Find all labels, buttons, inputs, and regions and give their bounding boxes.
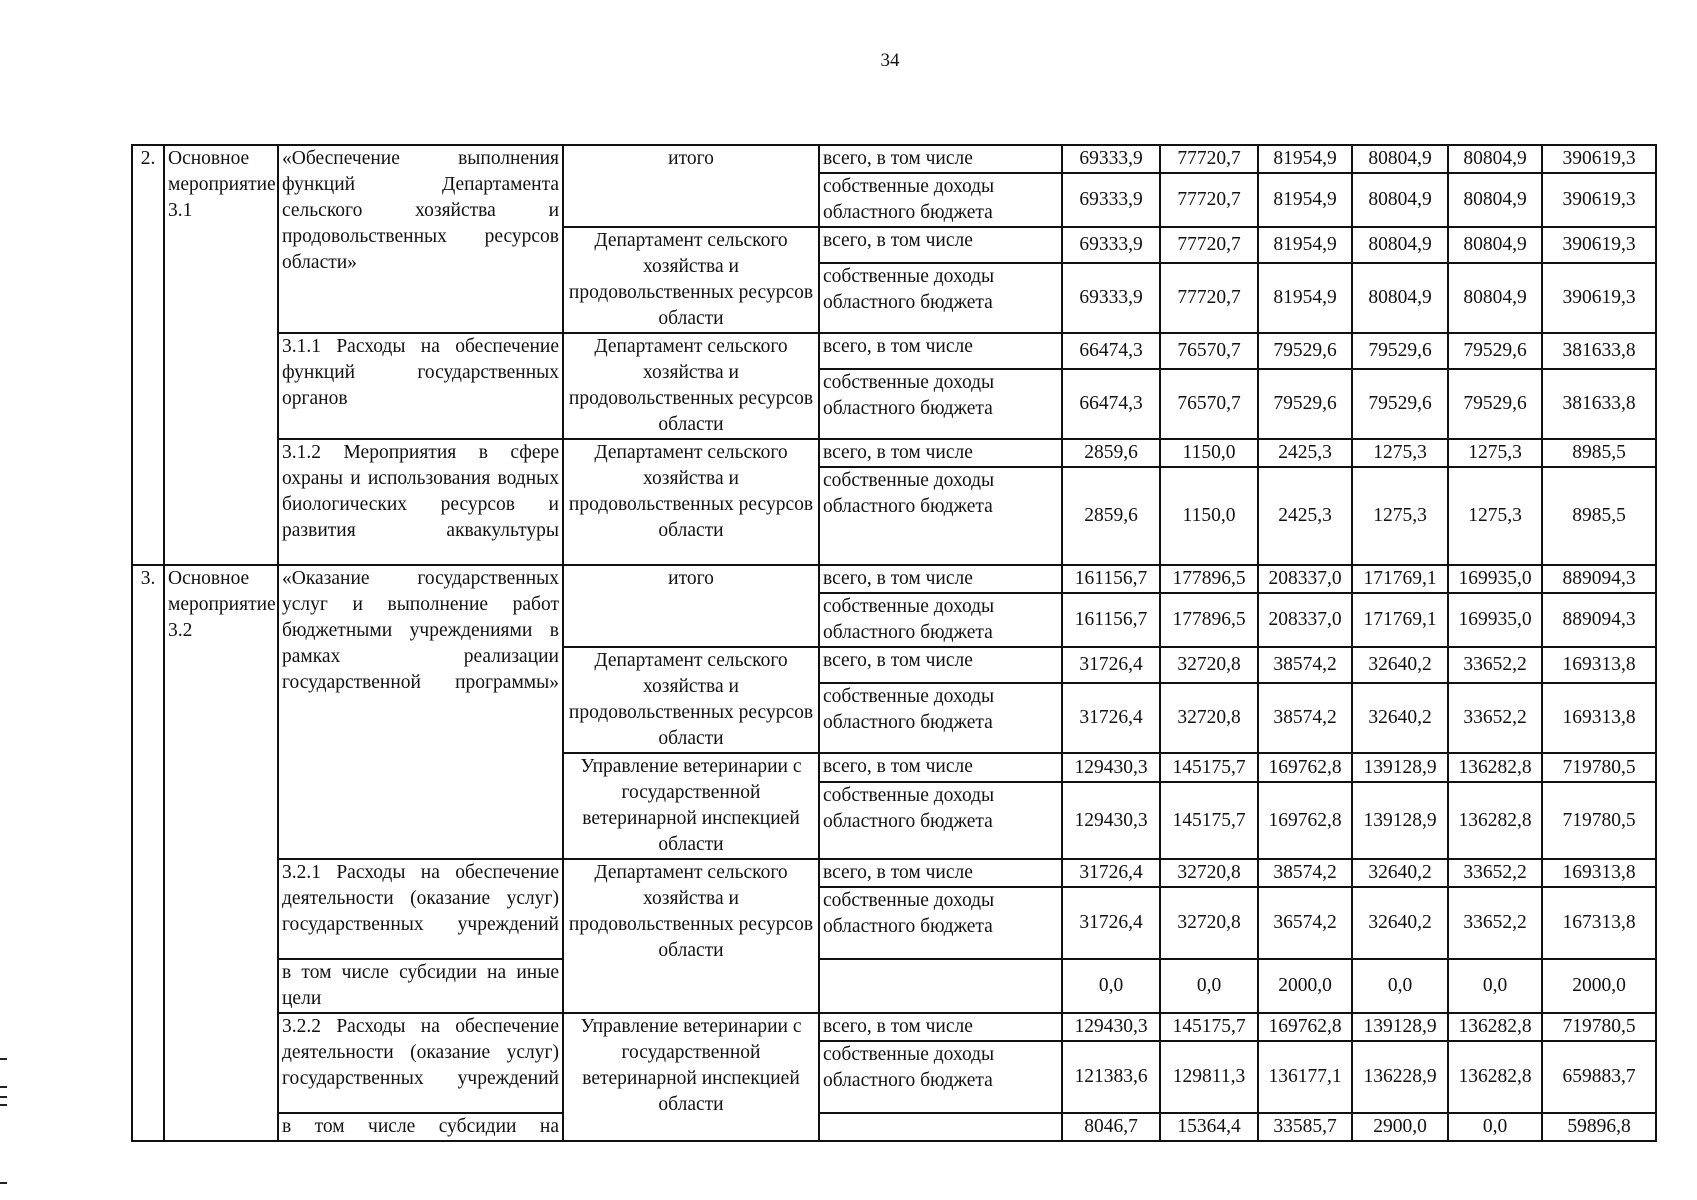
table-row — [132, 333, 1656, 369]
value-cell: 69333,9 — [1062, 263, 1160, 333]
value-cell: 208337,0 — [1258, 565, 1352, 593]
value-cell: 169935,0 — [1448, 565, 1542, 593]
value-cell: 719780,5 — [1542, 1013, 1656, 1041]
table-row — [132, 1013, 1656, 1041]
funding-source-cell: всего, в том числе — [819, 227, 1062, 263]
value-cell: 77720,7 — [1160, 173, 1258, 227]
value-cell: 79529,6 — [1258, 333, 1352, 369]
item-name-cell: 3.1.2 Мероприятия в сфере охраны и использования водных биологических ресурсов и развития аквакультуры — [278, 439, 563, 565]
value-cell: 0,0 — [1062, 959, 1160, 1013]
value-cell: 0,0 — [1448, 959, 1542, 1013]
value-cell: 1275,3 — [1352, 439, 1448, 467]
funding-source-cell: собственные доходы областного бюджета — [819, 1041, 1062, 1113]
value-cell: 139128,9 — [1352, 1013, 1448, 1041]
value-cell: 80804,9 — [1352, 173, 1448, 227]
budget-table — [131, 144, 1657, 1142]
funding-source-cell: собственные доходы областного бюджета — [819, 467, 1062, 565]
value-cell: 169762,8 — [1258, 782, 1352, 859]
value-cell: 0,0 — [1448, 1113, 1542, 1141]
value-cell: 889094,3 — [1542, 565, 1656, 593]
value-cell: 136228,9 — [1352, 1041, 1448, 1113]
executor-cell: Департамент сельского хозяйства и продовольственных ресурсов области — [563, 647, 819, 753]
margin-mark — [0, 1182, 7, 1184]
value-cell: 177896,5 — [1160, 593, 1258, 647]
value-cell: 136282,8 — [1448, 753, 1542, 782]
executor-cell: итого — [563, 145, 819, 227]
funding-source-cell: всего, в том числе — [819, 565, 1062, 593]
executor-cell: Управление ветеринарии с государственной ветеринарной инспекцией области — [563, 753, 819, 859]
value-cell: 145175,7 — [1160, 753, 1258, 782]
value-cell: 121383,6 — [1062, 1041, 1160, 1113]
value-cell: 38574,2 — [1258, 647, 1352, 683]
value-cell: 33585,7 — [1258, 1113, 1352, 1141]
value-cell: 59896,8 — [1542, 1113, 1656, 1141]
value-cell: 80804,9 — [1448, 145, 1542, 173]
value-cell: 2425,3 — [1258, 467, 1352, 565]
value-cell: 2859,6 — [1062, 439, 1160, 467]
value-cell: 381633,8 — [1542, 369, 1656, 439]
executor-cell: Департамент сельского хозяйства и продовольственных ресурсов области — [563, 439, 819, 565]
table-row — [132, 1113, 1656, 1141]
value-cell: 79529,6 — [1352, 333, 1448, 369]
value-cell: 136282,8 — [1448, 1041, 1542, 1113]
executor-cell: Департамент сельского хозяйства и продовольственных ресурсов области — [563, 859, 819, 1013]
value-cell: 129430,3 — [1062, 753, 1160, 782]
value-cell: 38574,2 — [1258, 859, 1352, 887]
value-cell: 8046,7 — [1062, 1113, 1160, 1141]
row-number-cell: 2. — [132, 145, 164, 565]
value-cell: 719780,5 — [1542, 782, 1656, 859]
value-cell: 31726,4 — [1062, 683, 1160, 753]
value-cell: 136177,1 — [1258, 1041, 1352, 1113]
value-cell: 2000,0 — [1258, 959, 1352, 1013]
value-cell: 390619,3 — [1542, 145, 1656, 173]
value-cell: 79529,6 — [1258, 369, 1352, 439]
value-cell: 145175,7 — [1160, 782, 1258, 859]
funding-source-cell: собственные доходы областного бюджета — [819, 593, 1062, 647]
value-cell: 81954,9 — [1258, 227, 1352, 263]
item-name-cell: «Оказание государственных услуг и выполнение работ бюджетными учреждениями в рамках реализации государственной программы» — [278, 565, 563, 859]
margin-mark — [0, 1086, 7, 1088]
value-cell: 33652,2 — [1448, 683, 1542, 753]
page-number: 34 — [880, 50, 900, 71]
funding-source-cell: всего, в том числе — [819, 859, 1062, 887]
value-cell: 81954,9 — [1258, 145, 1352, 173]
value-cell: 719780,5 — [1542, 753, 1656, 782]
value-cell: 79529,6 — [1448, 369, 1542, 439]
item-name-cell: 3.2.2 Расходы на обеспечение деятельности (оказание услуг) государственных учреждений — [278, 1013, 563, 1113]
table-row — [132, 565, 1656, 593]
funding-source-cell: всего, в том числе — [819, 753, 1062, 782]
value-cell: 169313,8 — [1542, 647, 1656, 683]
value-cell: 177896,5 — [1160, 565, 1258, 593]
value-cell: 171769,1 — [1352, 565, 1448, 593]
value-cell: 381633,8 — [1542, 333, 1656, 369]
value-cell: 77720,7 — [1160, 263, 1258, 333]
value-cell: 76570,7 — [1160, 333, 1258, 369]
value-cell: 69333,9 — [1062, 145, 1160, 173]
value-cell: 2425,3 — [1258, 439, 1352, 467]
table-row — [132, 439, 1656, 467]
value-cell: 390619,3 — [1542, 173, 1656, 227]
value-cell: 80804,9 — [1448, 173, 1542, 227]
item-name-cell: 3.1.1 Расходы на обеспечение функций государственных органов — [278, 333, 563, 439]
value-cell: 2859,6 — [1062, 467, 1160, 565]
value-cell: 0,0 — [1160, 959, 1258, 1013]
value-cell: 32720,8 — [1160, 859, 1258, 887]
value-cell: 38574,2 — [1258, 683, 1352, 753]
executor-cell: Департамент сельского хозяйства и продовольственных ресурсов области — [563, 227, 819, 333]
value-cell: 69333,9 — [1062, 173, 1160, 227]
value-cell: 79529,6 — [1352, 369, 1448, 439]
value-cell: 8985,5 — [1542, 439, 1656, 467]
margin-mark — [0, 1104, 7, 1106]
value-cell: 80804,9 — [1352, 263, 1448, 333]
item-name-cell: 3.2.1 Расходы на обеспечение деятельности (оказание услуг) государственных учреждений — [278, 859, 563, 959]
value-cell: 15364,4 — [1160, 1113, 1258, 1141]
value-cell: 80804,9 — [1352, 227, 1448, 263]
value-cell: 77720,7 — [1160, 227, 1258, 263]
table-row — [132, 859, 1656, 887]
value-cell: 76570,7 — [1160, 369, 1258, 439]
value-cell: 32640,2 — [1352, 887, 1448, 959]
funding-source-cell — [819, 1113, 1062, 1141]
value-cell: 79529,6 — [1448, 333, 1542, 369]
value-cell: 32640,2 — [1352, 647, 1448, 683]
funding-source-cell: всего, в том числе — [819, 333, 1062, 369]
value-cell: 33652,2 — [1448, 859, 1542, 887]
value-cell: 390619,3 — [1542, 263, 1656, 333]
funding-source-cell: всего, в том числе — [819, 647, 1062, 683]
funding-source-cell: собственные доходы областного бюджета — [819, 263, 1062, 333]
item-name-cell: «Обеспечение выполнения функций Департамента сельского хозяйства и продовольственных ресурсов области» — [278, 145, 563, 333]
funding-source-cell: всего, в том числе — [819, 439, 1062, 467]
funding-source-cell — [819, 959, 1062, 1013]
value-cell: 33652,2 — [1448, 647, 1542, 683]
funding-source-cell: собственные доходы областного бюджета — [819, 683, 1062, 753]
value-cell: 81954,9 — [1258, 263, 1352, 333]
activity-name-cell: Основное мероприятие 3.1 — [164, 145, 278, 565]
value-cell: 80804,9 — [1352, 145, 1448, 173]
value-cell: 1275,3 — [1448, 439, 1542, 467]
value-cell: 1275,3 — [1352, 467, 1448, 565]
executor-cell: Департамент сельского хозяйства и продовольственных ресурсов области — [563, 333, 819, 439]
activity-name-cell: Основное мероприятие 3.2 — [164, 565, 278, 1141]
funding-source-cell: собственные доходы областного бюджета — [819, 369, 1062, 439]
value-cell: 169762,8 — [1258, 753, 1352, 782]
value-cell: 33652,2 — [1448, 887, 1542, 959]
value-cell: 129430,3 — [1062, 1013, 1160, 1041]
value-cell: 169313,8 — [1542, 859, 1656, 887]
value-cell: 31726,4 — [1062, 887, 1160, 959]
table-row — [132, 145, 1656, 173]
funding-source-cell: всего, в том числе — [819, 145, 1062, 173]
executor-cell: итого — [563, 565, 819, 647]
value-cell: 169313,8 — [1542, 683, 1656, 753]
funding-source-cell: всего, в том числе — [819, 1013, 1062, 1041]
value-cell: 129811,3 — [1160, 1041, 1258, 1113]
value-cell: 208337,0 — [1258, 593, 1352, 647]
margin-mark — [0, 1058, 7, 1060]
sub-item-cell: в том числе субсидии на — [278, 1113, 563, 1141]
value-cell: 31726,4 — [1062, 647, 1160, 683]
table-row — [132, 959, 1656, 1013]
value-cell: 77720,7 — [1160, 145, 1258, 173]
value-cell: 0,0 — [1352, 959, 1448, 1013]
value-cell: 32720,8 — [1160, 887, 1258, 959]
value-cell: 32640,2 — [1352, 683, 1448, 753]
value-cell: 80804,9 — [1448, 263, 1542, 333]
funding-source-cell: собственные доходы областного бюджета — [819, 782, 1062, 859]
executor-cell: Управление ветеринарии с государственной ветеринарной инспекцией области — [563, 1013, 819, 1141]
value-cell: 169935,0 — [1448, 593, 1542, 647]
value-cell: 1150,0 — [1160, 467, 1258, 565]
value-cell: 32720,8 — [1160, 647, 1258, 683]
value-cell: 66474,3 — [1062, 333, 1160, 369]
value-cell: 171769,1 — [1352, 593, 1448, 647]
value-cell: 136282,8 — [1448, 782, 1542, 859]
value-cell: 161156,7 — [1062, 565, 1160, 593]
value-cell: 1150,0 — [1160, 439, 1258, 467]
value-cell: 659883,7 — [1542, 1041, 1656, 1113]
value-cell: 139128,9 — [1352, 753, 1448, 782]
funding-source-cell: собственные доходы областного бюджета — [819, 887, 1062, 959]
value-cell: 167313,8 — [1542, 887, 1656, 959]
value-cell: 31726,4 — [1062, 859, 1160, 887]
value-cell: 69333,9 — [1062, 227, 1160, 263]
row-number-cell: 3. — [132, 565, 164, 1141]
margin-mark — [0, 1096, 7, 1098]
value-cell: 129430,3 — [1062, 782, 1160, 859]
value-cell: 139128,9 — [1352, 782, 1448, 859]
value-cell: 1275,3 — [1448, 467, 1542, 565]
value-cell: 169762,8 — [1258, 1013, 1352, 1041]
value-cell: 390619,3 — [1542, 227, 1656, 263]
sub-item-cell: в том числе субсидии на иные цели — [278, 959, 563, 1013]
value-cell: 2000,0 — [1542, 959, 1656, 1013]
value-cell: 81954,9 — [1258, 173, 1352, 227]
value-cell: 80804,9 — [1448, 227, 1542, 263]
value-cell: 2900,0 — [1352, 1113, 1448, 1141]
value-cell: 36574,2 — [1258, 887, 1352, 959]
value-cell: 32720,8 — [1160, 683, 1258, 753]
value-cell: 161156,7 — [1062, 593, 1160, 647]
value-cell: 8985,5 — [1542, 467, 1656, 565]
value-cell: 145175,7 — [1160, 1013, 1258, 1041]
funding-source-cell: собственные доходы областного бюджета — [819, 173, 1062, 227]
value-cell: 32640,2 — [1352, 859, 1448, 887]
value-cell: 66474,3 — [1062, 369, 1160, 439]
value-cell: 136282,8 — [1448, 1013, 1542, 1041]
value-cell: 889094,3 — [1542, 593, 1656, 647]
